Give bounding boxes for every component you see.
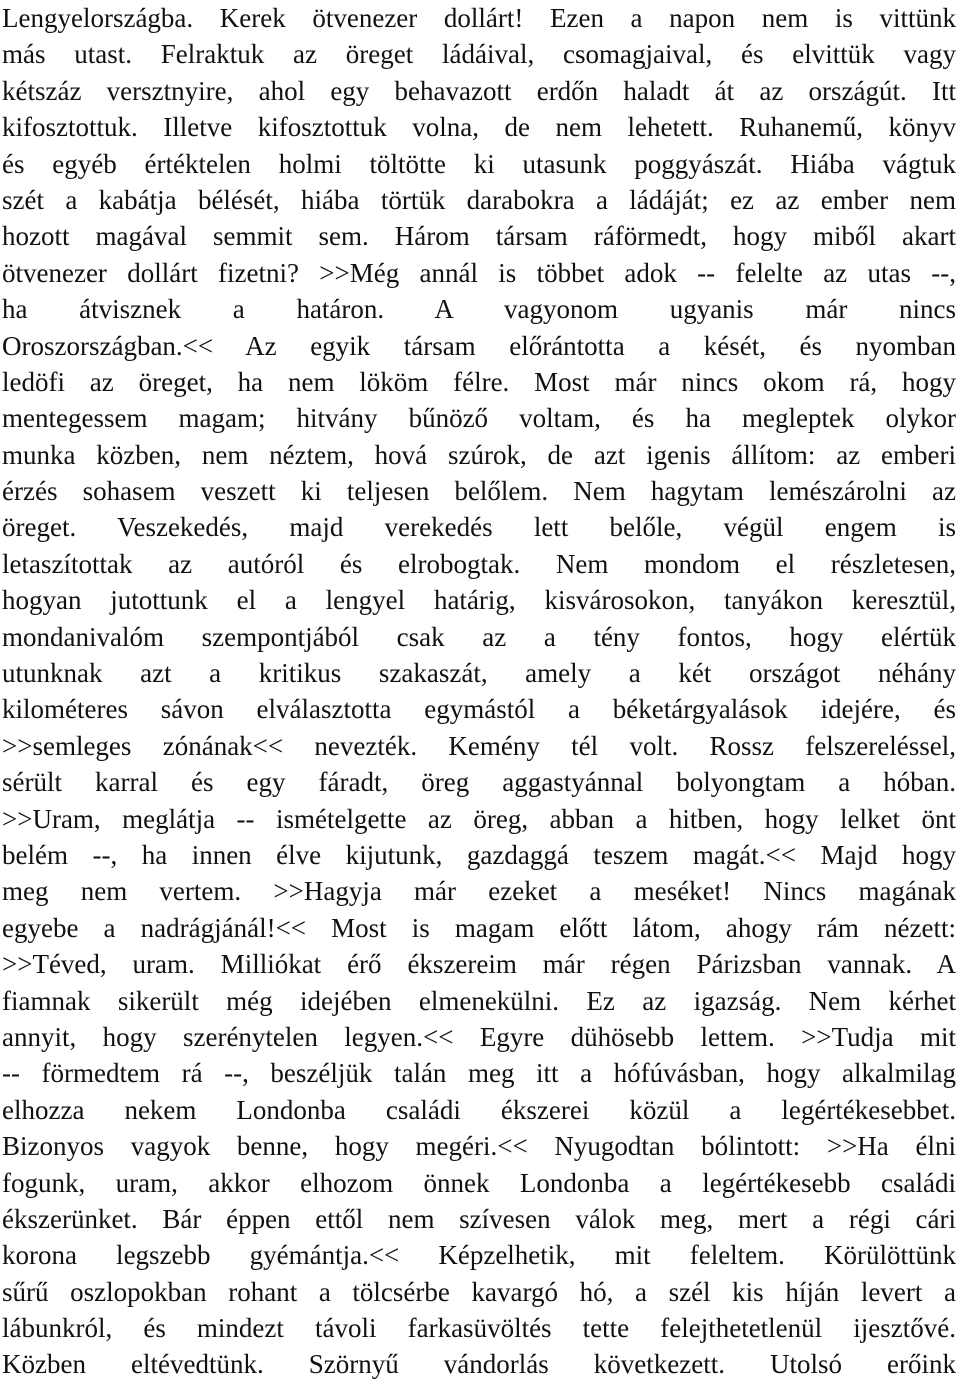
text-line: meg nem vertem. >>Hagyja már ezeket a meséket! Nincs magának — [2, 876, 956, 907]
text-line: belém --, ha innen élve kijutunk, gazdaggá teszem magát.<< Majd hogy — [2, 839, 956, 870]
text-line: Oroszországban.<< Az egyik társam előrántotta a kését, és nyomban — [2, 330, 956, 361]
text-line: más utast. Felraktuk az öreget ládáival, csomagjaival, és elvittük vagy — [2, 39, 956, 70]
text-line: kilométeres sávon elválasztotta egymástól a béketárgyalások idejére, és — [2, 694, 956, 725]
text-line: kifosztottuk. Illetve kifosztottuk volna, de nem lehetett. Ruhanemű, könyv — [2, 112, 956, 143]
text-line: elhozza nekem Londonba családi ékszerei közül a legértékesebbet. — [2, 1094, 956, 1125]
text-line: >>Téved, uram. Milliókat érő ékszereim már régen Párizsban vannak. A — [2, 949, 956, 980]
text-line: >>Uram, meglátja -- ismételgette az öreg, abban a hitben, hogy lelket önt — [2, 803, 956, 834]
text-line: egyebe a nadrágjánál!<< Most is magam előtt látom, ahogy rám nézett: — [2, 912, 956, 943]
text-line: annyit, hogy szerénytelen legyen.<< Egyre dühösebb lettem. >>Tudja mit — [2, 1021, 956, 1052]
text-line: ledöfi az öreget, ha nem lököm félre. Most már nincs okom rá, hogy — [2, 366, 956, 397]
text-line: érzés sohasem veszett ki teljesen belőlem. Nem hagytam lemészárolni az — [2, 476, 956, 507]
text-line: mentegessem magam; hitvány bűnöző voltam, és ha megleptek olykor — [2, 403, 956, 434]
text-line: lábunkról, és mindezt távoli farkasüvöltés tette felejthetetlenül ijesztővé. — [2, 1313, 956, 1344]
text-line: >>semleges zónának<< nevezték. Kemény tél volt. Rossz felszereléssel, — [2, 730, 956, 761]
text-line: és egyéb értéktelen holmi töltötte ki utasunk poggyászát. Hiába vágtuk — [2, 148, 956, 179]
text-line: Bizonyos vagyok benne, hogy megéri.<< Nyugodtan bólintott: >>Ha élni — [2, 1131, 956, 1162]
text-line: mondanivalóm szempontjából csak az a tény fontos, hogy elértük — [2, 621, 956, 652]
text-line: -- förmedtem rá --, beszéljük talán meg itt a hófúvásban, hogy alkalmilag — [2, 1058, 956, 1089]
text-line: utunknak azt a kritikus szakaszát, amely a két országot néhány — [2, 658, 956, 689]
text-line: hozott magával semmit sem. Három társam ráförmedt, hogy miből akart — [2, 221, 956, 252]
text-line: munka közben, nem néztem, hová szúrok, de azt igenis állítom: az emberi — [2, 439, 956, 470]
text-line: Közben eltévedtünk. Szörnyű vándorlás következett. Utolsó erőink — [2, 1349, 956, 1380]
text-line: fogunk, uram, akkor elhozom önnek Londonba a legértékesebb családi — [2, 1167, 956, 1198]
text-line: szét a kabátja bélését, hiába törtük darabokra a ládáját; ez az ember nem — [2, 184, 956, 215]
document-page — [2, 0, 956, 1383]
text-line: kétszáz versztnyire, ahol egy behavazott erdőn haladt át az országút. Itt — [2, 75, 956, 106]
text-line: Lengyelországba. Kerek ötvenezer dollárt! Ezen a napon nem is vittünk — [2, 3, 956, 33]
text-line: ha átvisznek a határon. A vagyonom ugyanis már nincs — [2, 294, 956, 325]
text-line: sűrű oszlopokban rohant a tölcsérbe kavargó hó, a szél kis híján levert a — [2, 1276, 956, 1307]
text-line: korona legszebb gyémántja.<< Képzelhetik, mit feleltem. Körülöttünk — [2, 1240, 956, 1271]
text-line: hogyan jutottunk el a lengyel határig, kisvárosokon, tanyákon keresztül, — [2, 585, 956, 616]
text-line: ötvenezer dollárt fizetni? >>Még annál is többet adok -- felelte az utas --, — [2, 257, 956, 288]
text-line: letaszítottak az autóról és elrobogtak. Nem mondom el részletesen, — [2, 548, 956, 579]
text-line: öreget. Veszekedés, majd verekedés lett belőle, végül engem is — [2, 512, 956, 543]
text-line: sérült karral és egy fáradt, öreg aggastyánnal bolyongtam a hóban. — [2, 767, 956, 798]
text-line: fiamnak sikerült még idejében elmenekülni. Ez az igazság. Nem kérhet — [2, 985, 956, 1016]
text-line: ékszerünket. Bár éppen ettől nem szívesen válok meg, mert a régi cári — [2, 1203, 956, 1234]
